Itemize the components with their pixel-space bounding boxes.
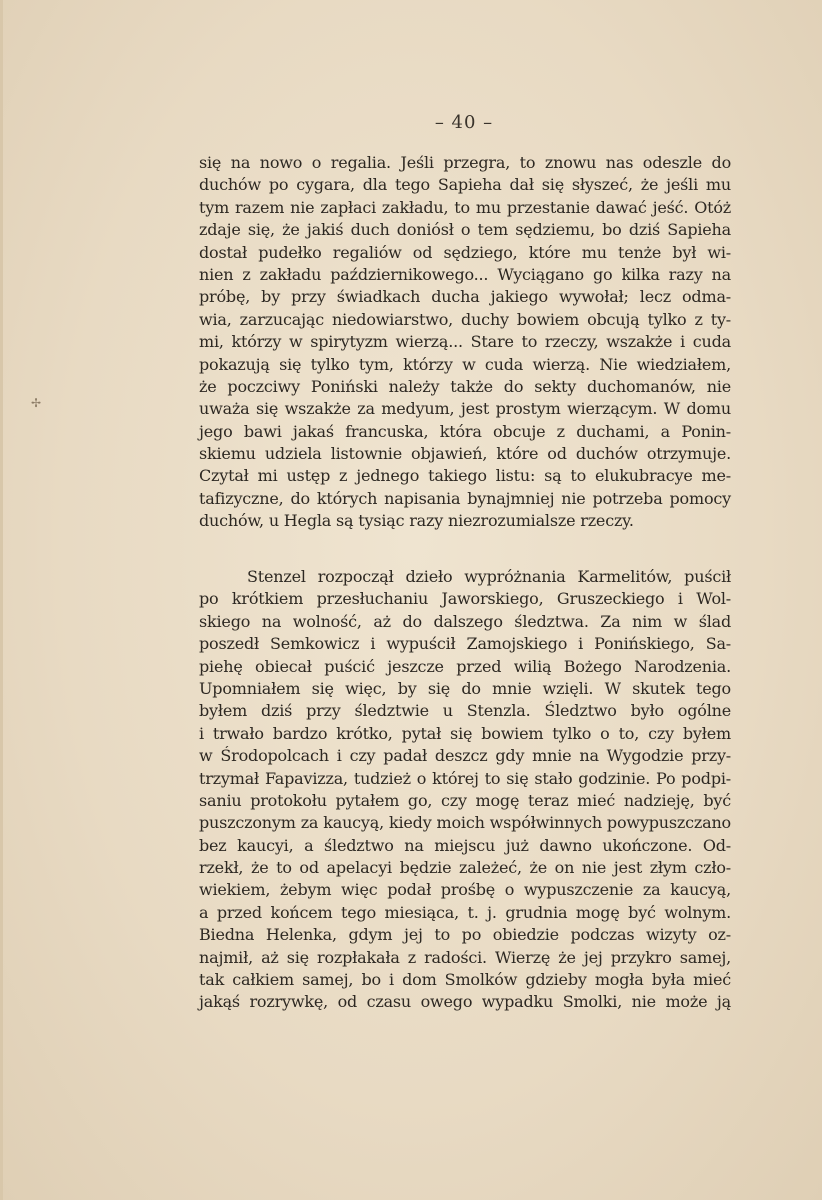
text-line: mi, którzy w spirytyzm wierzą... Stare to rzeczy, wszakże i cuda xyxy=(199,332,731,352)
page-number: – 40 – xyxy=(434,112,494,133)
text-line: Czytał mi ustęp z jednego takiego listu: są to elukubracye me- xyxy=(199,466,731,486)
text-line: jego bawi jakaś francuska, która obcuje z duchami, a Ponin- xyxy=(199,421,731,441)
text-line: a przed końcem tego miesiąca, t. j. grudnia mogę być wolnym. xyxy=(199,902,731,922)
text-line: skiemu udziela listownie objawień, które od duchów otrzymuje. xyxy=(199,444,731,464)
text-line: Biedna Helenka, gdym jej to po obiedzie podczas wizyty oz- xyxy=(199,925,731,945)
text-line: nien z zakładu październikowego... Wyciągano go kilka razy na xyxy=(199,264,731,284)
text-line: duchów, u Hegla są tysiąc razy niezrozumialsze rzeczy. xyxy=(199,511,634,531)
text-line: skiego na wolność, aż do dalszego śledztwa. Za nim w ślad xyxy=(199,611,731,631)
text-line: w Środopolcach i czy padał deszcz gdy mnie na Wygodzie przy- xyxy=(199,746,731,766)
text-line: wiekiem, żebym więc podał prośbę o wypuszczenie za kaucyą, xyxy=(199,880,731,900)
text-line: poszedł Semkowicz i wypuścił Zamojskiego i Ponińskiego, Sa- xyxy=(199,634,731,654)
text-line: puszczonym za kaucyą, kiedy moich współwinnych powypuszczano xyxy=(199,813,731,833)
text-line: dostał pudełko regaliów od sędziego, które mu tenże był wi- xyxy=(199,242,731,262)
text-line: tym razem nie zapłaci zakładu, to mu przestanie dawać jeść. Otóż xyxy=(199,197,731,217)
text-line: próbę, by przy świadkach ducha jakiego wywołał; lecz odma- xyxy=(199,287,731,307)
text-line: zdaje się, że jakiś duch doniósł o tem sędziemu, bo dziś Sapieha xyxy=(199,220,731,240)
text-line: saniu protokołu pytałem go, czy mogę teraz mieć nadzieję, być xyxy=(199,790,731,810)
text-line: jakąś rozrywkę, od czasu owego wypadku Smolki, nie może ją xyxy=(199,992,731,1012)
text-line: bez kaucyi, a śledztwo na miejscu już dawno ukończone. Od- xyxy=(199,835,731,855)
text-line: duchów po cygara, dla tego Sapieha dał się słyszeć, że jeśli mu xyxy=(199,175,731,195)
text-line: rzekł, że to od apelacyi będzie zależeć, że on nie jest złym czło- xyxy=(199,858,731,878)
text-line: pokazują się tylko tym, którzy w cuda wierzą. Nie wiedziałem, xyxy=(199,354,731,374)
text-line: Upomniałem się więc, by się do mnie wzięli. W skutek tego xyxy=(199,678,731,698)
text-line: Stenzel rozpoczął dzieło wypróżnania Karmelitów, puścił xyxy=(247,567,731,586)
text-line: uważa się wszakże za medyum, jest prostym wierzącym. W domu xyxy=(199,399,731,419)
margin-mark: ✢ xyxy=(31,396,42,410)
text-line: piehę obiecał puścić jeszcze przed wilią Bożego Narodzenia. xyxy=(199,656,731,676)
text-line: i trwało bardzo krótko, pytał się bowiem tylko o to, czy byłem xyxy=(199,723,731,743)
paragraph-2 xyxy=(199,566,731,1014)
text-line: tafizyczne, do których napisania bynajmniej nie potrzeba pomocy xyxy=(199,488,731,508)
text-line: wia, zarzucając niedowiarstwo, duchy bowiem obcują tylko z ty- xyxy=(199,309,731,329)
text-line: tak całkiem samej, bo i dom Smolków gdzieby mogła była mieć xyxy=(199,970,731,990)
text-line: byłem dziś przy śledztwie u Stenzla. Śledztwo było ogólne xyxy=(199,701,731,721)
paragraph-1 xyxy=(199,152,731,533)
text-line: się na nowo o regalia. Jeśli przegra, to znowu nas odeszle do xyxy=(199,153,731,172)
text-line: po krótkiem przesłuchaniu Jaworskiego, Gruszeckiego i Wol- xyxy=(199,589,731,609)
text-line: najmił, aż się rozpłakała z radości. Wierzę że jej przykro samej, xyxy=(199,947,731,967)
text-line: że poczciwy Poniński należy także do sekty duchomanów, nie xyxy=(199,376,731,396)
text-line: trzymał Fapavizza, tudzież o której to się stało godzinie. Po podpi- xyxy=(199,768,731,788)
